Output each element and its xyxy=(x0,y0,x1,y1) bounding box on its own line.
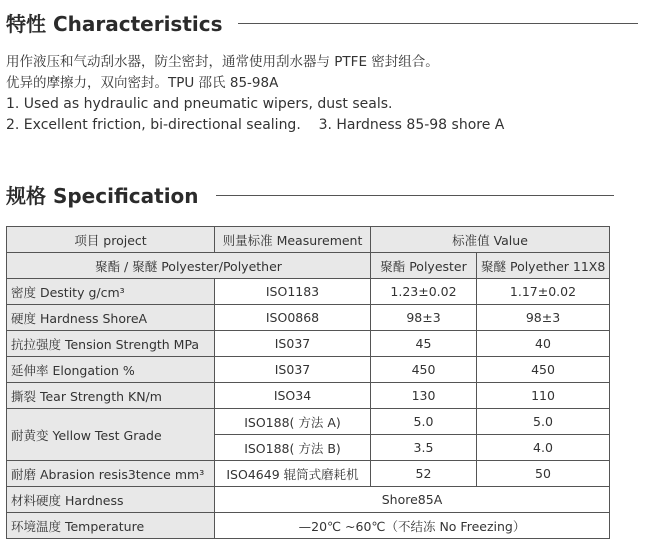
row-polyether: 450 xyxy=(477,357,610,383)
row-polyether: 4.0 xyxy=(477,435,610,461)
row-item: 材料硬度 Hardness xyxy=(7,487,215,513)
row-polyester: 98±3 xyxy=(371,305,477,331)
row-value: Shore85A xyxy=(215,487,610,513)
row-standard: ISO1183 xyxy=(215,279,371,305)
row-standard: ISO34 xyxy=(215,383,371,409)
row-polyether: 50 xyxy=(477,461,610,487)
row-item: 耐磨 Abrasion resis3tence mm³ xyxy=(7,461,215,487)
header-polyether: 聚醚 Polyether 11X8 xyxy=(477,253,610,279)
characteristics-line: 2. Excellent friction, bi-directional sealing. 3. Hardness 85-98 shore A xyxy=(6,117,505,133)
row-polyester: 130 xyxy=(371,383,477,409)
row-polyether: 110 xyxy=(477,383,610,409)
header-value: 标准值 Value xyxy=(371,227,610,253)
row-polyester: 45 xyxy=(371,331,477,357)
row-standard: ISO0868 xyxy=(215,305,371,331)
row-polyether: 5.0 xyxy=(477,409,610,435)
row-standard: IS037 xyxy=(215,331,371,357)
row-standard: IS037 xyxy=(215,357,371,383)
table-row xyxy=(7,513,610,539)
characteristics-line: 用作液压和气动刮水器，防尘密封，通常使用刮水器与 PTFE 密封组合。 xyxy=(6,54,439,70)
characteristics-heading: 特性 Characteristics xyxy=(6,12,223,36)
specification-heading-block xyxy=(6,180,199,209)
header-polyester: 聚酯 Polyester xyxy=(371,253,477,279)
row-item: 撕裂 Tear Strength KN/m xyxy=(7,383,215,409)
row-polyester: 52 xyxy=(371,461,477,487)
row-polyether: 40 xyxy=(477,331,610,357)
row-standard: ISO188( 方法 A) xyxy=(215,409,371,435)
table-header-row xyxy=(7,227,610,253)
row-polyester: 1.23±0.02 xyxy=(371,279,477,305)
row-polyether: 98±3 xyxy=(477,305,610,331)
header-material: 聚酯 / 聚醚 Polyester/Polyether xyxy=(7,253,371,279)
table-row xyxy=(7,461,610,487)
header-measurement: 则量标准 Measurement xyxy=(215,227,371,253)
heading-divider xyxy=(216,195,614,196)
heading-divider xyxy=(238,23,638,24)
characteristics-heading-block xyxy=(6,8,223,37)
table-row xyxy=(7,305,610,331)
header-project: 项目 project xyxy=(7,227,215,253)
characteristics-text xyxy=(6,52,504,136)
row-item: 环境温度 Temperature xyxy=(7,513,215,539)
table-row xyxy=(7,383,610,409)
table-row xyxy=(7,331,610,357)
characteristics-line: 优异的摩擦力，双向密封。TPU 邵氏 85-98A xyxy=(6,75,279,91)
table-row xyxy=(7,279,610,305)
table-subheader-row xyxy=(7,253,610,279)
row-polyether: 1.17±0.02 xyxy=(477,279,610,305)
characteristics-line: 1. Used as hydraulic and pneumatic wipers, dust seals. xyxy=(6,96,393,112)
row-item: 硬度 Hardness ShoreA xyxy=(7,305,215,331)
row-standard: ISO4649 辊筒式磨耗机 xyxy=(215,461,371,487)
row-polyester: 450 xyxy=(371,357,477,383)
row-item: 抗拉强度 Tension Strength MPa xyxy=(7,331,215,357)
table-row xyxy=(7,487,610,513)
row-polyester: 3.5 xyxy=(371,435,477,461)
row-item: 耐黄变 Yellow Test Grade xyxy=(7,409,215,461)
row-polyester: 5.0 xyxy=(371,409,477,435)
table-row xyxy=(7,357,610,383)
specification-heading: 规格 Specification xyxy=(6,184,199,208)
table-row xyxy=(7,409,610,435)
row-value: —20℃ ~60℃（不结冻 No Freezing） xyxy=(215,513,610,539)
specification-table xyxy=(6,226,610,539)
row-item: 延伸率 Elongation % xyxy=(7,357,215,383)
row-standard: ISO188( 方法 B) xyxy=(215,435,371,461)
row-item: 密度 Destity g/cm³ xyxy=(7,279,215,305)
